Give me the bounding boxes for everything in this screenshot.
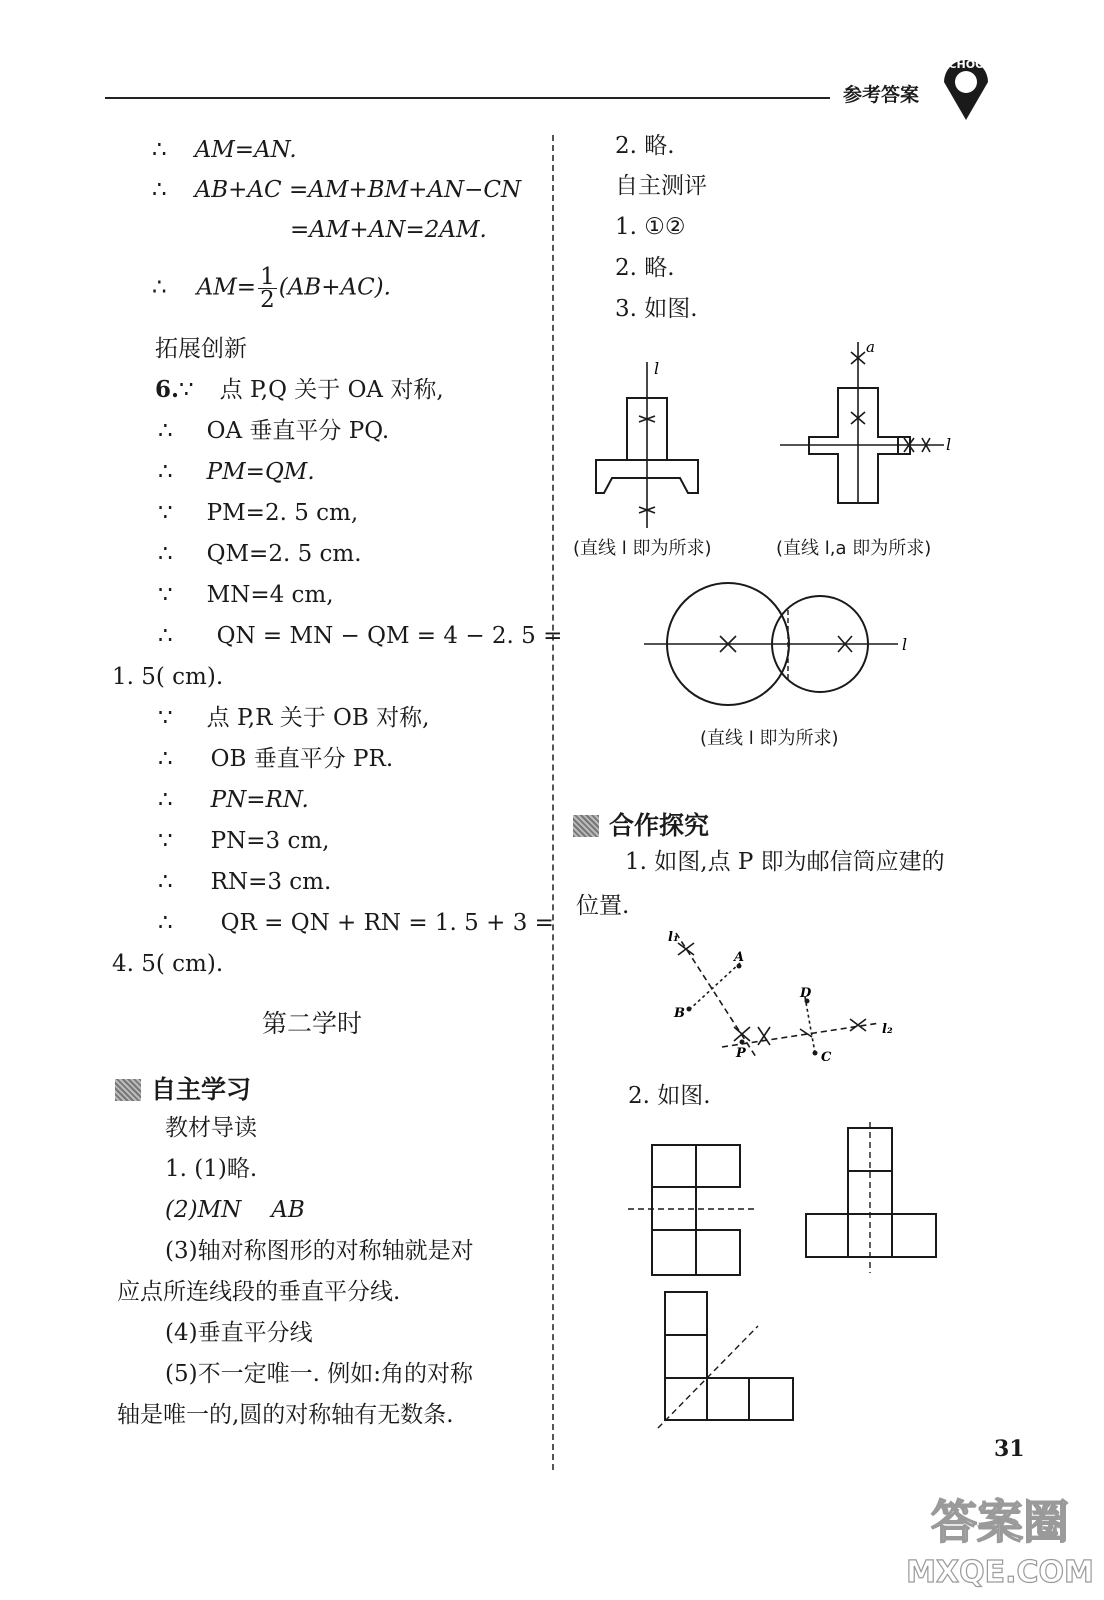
ceping-item-2: 2. 略. — [615, 255, 675, 281]
proof-line-1: ∴ AM=AN. — [152, 137, 297, 163]
q6-line-15: 4. 5( cm). — [112, 951, 224, 977]
section-zizhu: 自主学习 — [115, 1070, 251, 1106]
jiaocai-item-1: 1. (1)略. — [165, 1156, 258, 1182]
fig1-line-label: l — [654, 359, 660, 378]
jiaocai-item-3b: 应点所连线段的垂直平分线. — [117, 1279, 401, 1305]
section-marker-icon — [115, 1079, 141, 1101]
fig4-label-l2: l₂ — [882, 1022, 893, 1037]
hezuo-item-2: 2. 如图. — [628, 1083, 711, 1109]
header-rule — [105, 97, 830, 99]
svg-text:MXQE.COM: MXQE.COM — [906, 1555, 1094, 1590]
fig2-label-l: l — [946, 435, 952, 454]
q6-line-5: ∴ QM=2. 5 cm. — [158, 541, 362, 567]
q6-line-8: 1. 5( cm). — [112, 664, 224, 690]
q6-line-13: ∴ RN=3 cm. — [158, 869, 332, 895]
q6-line-14: ∴ QR = QN + RN = 1. 5 + 3 = — [158, 910, 554, 936]
q6-line-10: ∴ OB 垂直平分 PR. — [158, 746, 394, 772]
heading-tuozhan: 拓展创新 — [155, 336, 247, 362]
figure-4-mailbox-location — [660, 925, 900, 1065]
fig3-line-label: l — [902, 635, 908, 654]
ceping-item-3: 3. 如图. — [615, 296, 698, 322]
fig2-label-a: a — [866, 338, 875, 356]
fraction-half: $\frac{1}{2}$ — [260, 264, 275, 313]
ceping-item-1: 1. ①② — [615, 214, 686, 240]
fig4-label-l1: l₁ — [668, 930, 679, 945]
jiaocai-item-2: (2)MN AB — [165, 1197, 305, 1223]
q6-line-9: ∵ 点 P,R 关于 OB 对称, — [158, 705, 430, 731]
q6-line-4: ∵ PM=2. 5 cm, — [158, 500, 359, 526]
proof-line-2: ∴ AB+AC =AM+BM+AN−CN — [152, 177, 522, 203]
svg-text:答案圈: 答案圈 — [931, 1495, 1069, 1549]
figure-5-grid-shapes — [620, 1120, 950, 1440]
q6-line-7: ∴ QN = MN − QM = 4 − 2. 5 = — [158, 623, 563, 649]
fig4-label-c: C — [821, 1050, 832, 1065]
jiaocai-item-5a: (5)不一定唯一. 例如:角的对称 — [165, 1361, 473, 1387]
q6-line-6: ∵ MN=4 cm, — [158, 582, 334, 608]
proof-line-3: =AM+AN=2AM. — [290, 217, 487, 243]
jiaocai-item-3a: (3)轴对称图形的对称轴就是对 — [165, 1238, 474, 1264]
hezuo-item-1b: 位置. — [576, 893, 630, 919]
q6-line-12: ∵ PN=3 cm, — [158, 828, 330, 854]
heading-jiaocai: 教材导读 — [165, 1115, 257, 1141]
q6-line-2: ∴ OA 垂直平分 PQ. — [158, 418, 390, 444]
heading-ceping: 自主测评 — [615, 173, 707, 199]
q6-line-11: ∴ PN=RN. — [158, 787, 309, 813]
fig4-label-p: P — [736, 1046, 746, 1061]
column-divider — [552, 135, 554, 1470]
right-line-1: 2. 略. — [615, 133, 675, 159]
jiaocai-item-4: (4)垂直平分线 — [165, 1320, 313, 1346]
lesson-title: 第二学时 — [262, 1009, 363, 1038]
jiaocai-item-5b: 轴是唯一的,圆的对称轴有无数条. — [117, 1402, 454, 1428]
page-number: 31 — [994, 1436, 1025, 1462]
section-marker-icon — [573, 815, 599, 837]
q6-line-3: ∴ PM=QM. — [158, 459, 315, 485]
figure-1-symmetry-axis — [590, 360, 720, 530]
fig1-caption: (直线 l 即为所求) — [573, 538, 712, 559]
section-hezuo: 合作探究 — [573, 806, 709, 842]
q6-line-1: 6.∵ 点 P,Q 关于 OA 对称, — [155, 376, 444, 403]
school-logo-icon — [930, 56, 1002, 128]
fig2-caption: (直线 l,a 即为所求) — [776, 538, 932, 559]
proof-line-4: ∴ AM= $\frac{1}{2}$ (AB+AC). — [152, 264, 391, 313]
header-label: 参考答案 — [843, 84, 920, 106]
fig3-caption: (直线 l 即为所求) — [700, 728, 839, 749]
figure-3-two-circles — [640, 580, 920, 710]
hezuo-item-1a: 1. 如图,点 P 即为邮信筒应建的 — [625, 849, 945, 875]
figure-2-symmetry-axes — [776, 340, 956, 510]
watermark-logo — [905, 1484, 1095, 1594]
school-logo-text: SCHOOL — [940, 58, 992, 71]
fig4-label-b: B — [674, 1006, 685, 1021]
fig4-label-d: D — [800, 986, 812, 1001]
fig4-label-a: A — [734, 950, 745, 965]
